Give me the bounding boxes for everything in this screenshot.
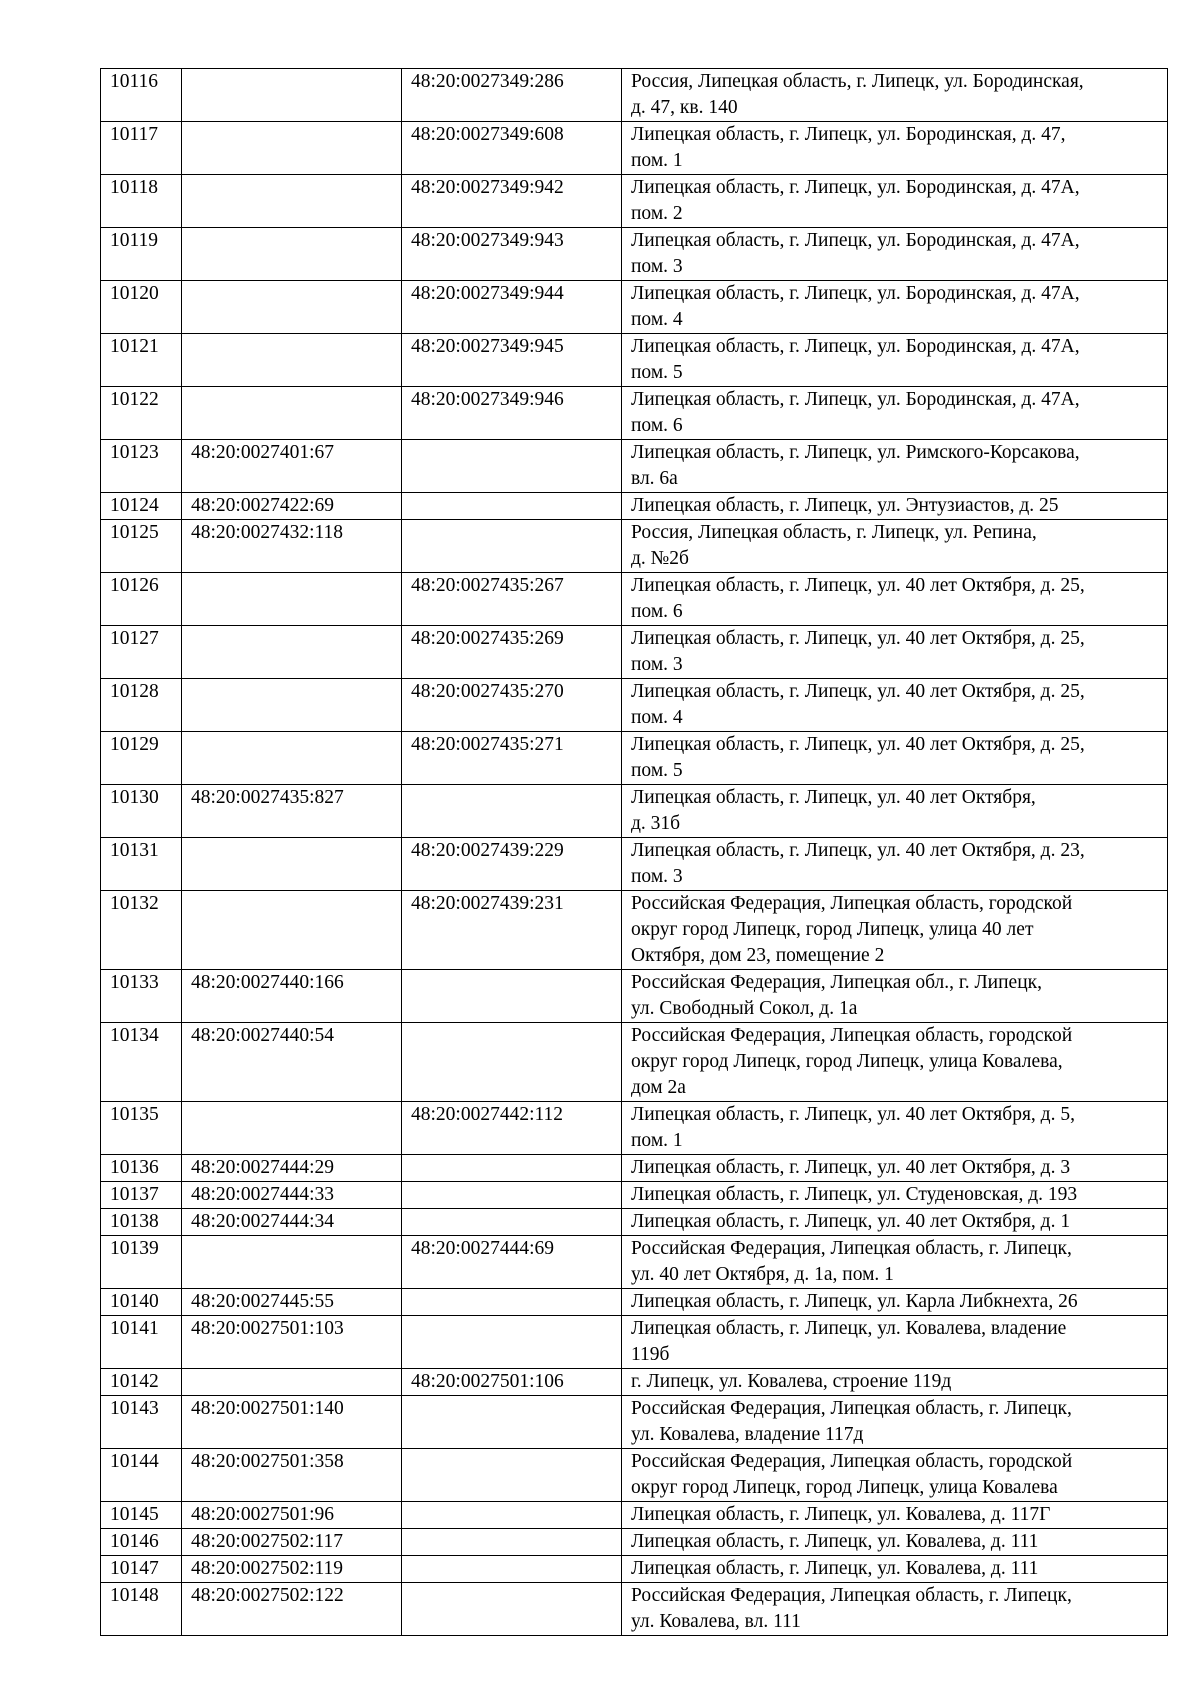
row-number-cell: 10145 <box>101 1502 182 1529</box>
address-line: ул. Ковалева, вл. 111 <box>631 1611 801 1632</box>
table-row <box>101 334 1168 387</box>
land-cadastral-number-cell <box>182 838 402 891</box>
address-line: д. 31б <box>631 813 681 834</box>
table-row <box>101 1236 1168 1289</box>
address-cell <box>622 122 1168 175</box>
object-cadastral-number-cell: 48:20:0027444:69 <box>402 1236 622 1289</box>
land-cadastral-number-cell <box>182 1236 402 1289</box>
address-line: пом. 3 <box>631 256 683 277</box>
table-row <box>101 1369 1168 1396</box>
address-line: Липецкая область, г. Липецк, ул. Римского-Корсакова, <box>631 442 1080 463</box>
table-row <box>101 281 1168 334</box>
object-cadastral-number-cell <box>402 1316 622 1369</box>
table-row <box>101 891 1168 970</box>
land-cadastral-number-cell: 48:20:0027435:827 <box>182 785 402 838</box>
object-cadastral-number-cell <box>402 1449 622 1502</box>
address-line: Октября, дом 23, помещение 2 <box>631 945 885 966</box>
cadastral-table <box>100 68 1168 1636</box>
land-cadastral-number-cell: 48:20:0027401:67 <box>182 440 402 493</box>
object-cadastral-number-cell <box>402 1556 622 1583</box>
table-row <box>101 732 1168 785</box>
address-line: пом. 1 <box>631 150 683 171</box>
table-row <box>101 1209 1168 1236</box>
address-line: Липецкая область, г. Липецк, ул. 40 лет Октября, д. 25, <box>631 575 1085 596</box>
land-cadastral-number-cell <box>182 1369 402 1396</box>
table-row <box>101 387 1168 440</box>
row-number-cell: 10127 <box>101 626 182 679</box>
object-cadastral-number-cell: 48:20:0027435:267 <box>402 573 622 626</box>
address-line: ул. Свободный Сокол, д. 1а <box>631 998 858 1019</box>
land-cadastral-number-cell: 48:20:0027440:166 <box>182 970 402 1023</box>
address-line: Липецкая область, г. Липецк, ул. Бородинская, д. 47А, <box>631 177 1080 198</box>
row-number-cell: 10143 <box>101 1396 182 1449</box>
object-cadastral-number-cell <box>402 440 622 493</box>
address-line: пом. 3 <box>631 866 683 887</box>
address-line: Липецкая область, г. Липецк, ул. Бородинская, д. 47А, <box>631 230 1080 251</box>
object-cadastral-number-cell: 48:20:0027349:946 <box>402 387 622 440</box>
table-row <box>101 520 1168 573</box>
address-line: Российская Федерация, Липецкая область, г. Липецк, <box>631 1398 1072 1419</box>
land-cadastral-number-cell: 48:20:0027445:55 <box>182 1289 402 1316</box>
address-cell <box>622 175 1168 228</box>
address-line: пом. 2 <box>631 203 683 224</box>
object-cadastral-number-cell: 48:20:0027439:229 <box>402 838 622 891</box>
table-row <box>101 626 1168 679</box>
address-line: Россия, Липецкая область, г. Липецк, ул. Репина, <box>631 522 1037 543</box>
address-cell <box>622 334 1168 387</box>
table-row <box>101 1583 1168 1636</box>
address-line: Липецкая область, г. Липецк, ул. Бородинская, д. 47А, <box>631 283 1080 304</box>
address-line: пом. 5 <box>631 760 683 781</box>
row-number-cell: 10138 <box>101 1209 182 1236</box>
address-line: Липецкая область, г. Липецк, ул. 40 лет Октября, д. 1 <box>631 1211 1071 1232</box>
table-row <box>101 1529 1168 1556</box>
row-number-cell: 10128 <box>101 679 182 732</box>
object-cadastral-number-cell <box>402 1182 622 1209</box>
object-cadastral-number-cell <box>402 1289 622 1316</box>
address-cell <box>622 1209 1168 1236</box>
land-cadastral-number-cell: 48:20:0027444:33 <box>182 1182 402 1209</box>
address-line: Липецкая область, г. Липецк, ул. 40 лет Октября, д. 3 <box>631 1157 1071 1178</box>
address-line: пом. 6 <box>631 601 683 622</box>
object-cadastral-number-cell: 48:20:0027442:112 <box>402 1102 622 1155</box>
land-cadastral-number-cell: 48:20:0027502:122 <box>182 1583 402 1636</box>
row-number-cell: 10117 <box>101 122 182 175</box>
table-row <box>101 493 1168 520</box>
address-line: ул. 40 лет Октября, д. 1а, пом. 1 <box>631 1264 894 1285</box>
table-row <box>101 785 1168 838</box>
table-row <box>101 1102 1168 1155</box>
object-cadastral-number-cell: 48:20:0027349:943 <box>402 228 622 281</box>
address-cell <box>622 626 1168 679</box>
address-line: Липецкая область, г. Липецк, ул. Ковалева, д. 117Г <box>631 1504 1051 1525</box>
table-row <box>101 1396 1168 1449</box>
address-line: пом. 3 <box>631 654 683 675</box>
land-cadastral-number-cell <box>182 228 402 281</box>
row-number-cell: 10122 <box>101 387 182 440</box>
address-line: 119б <box>631 1344 670 1365</box>
land-cadastral-number-cell <box>182 732 402 785</box>
address-line: вл. 6а <box>631 468 678 489</box>
table-row <box>101 228 1168 281</box>
land-cadastral-number-cell: 48:20:0027502:117 <box>182 1529 402 1556</box>
address-cell <box>622 1369 1168 1396</box>
object-cadastral-number-cell: 48:20:0027349:286 <box>402 69 622 122</box>
table-body <box>101 69 1168 1636</box>
land-cadastral-number-cell: 48:20:0027440:54 <box>182 1023 402 1102</box>
address-line: Липецкая область, г. Липецк, ул. Бородинская, д. 47А, <box>631 389 1080 410</box>
row-number-cell: 10119 <box>101 228 182 281</box>
address-cell <box>622 520 1168 573</box>
row-number-cell: 10137 <box>101 1182 182 1209</box>
address-line: д. №2б <box>631 548 689 569</box>
land-cadastral-number-cell: 48:20:0027422:69 <box>182 493 402 520</box>
land-cadastral-number-cell: 48:20:0027444:29 <box>182 1155 402 1182</box>
row-number-cell: 10144 <box>101 1449 182 1502</box>
address-line: пом. 1 <box>631 1130 683 1151</box>
address-cell <box>622 69 1168 122</box>
table-row <box>101 970 1168 1023</box>
address-line: Липецкая область, г. Липецк, ул. Ковалева, владение <box>631 1318 1067 1339</box>
address-line: Липецкая область, г. Липецк, ул. Студеновская, д. 193 <box>631 1184 1078 1205</box>
address-line: г. Липецк, ул. Ковалева, строение 119д <box>631 1371 952 1392</box>
address-cell <box>622 679 1168 732</box>
land-cadastral-number-cell <box>182 281 402 334</box>
address-line: Российская Федерация, Липецкая область, г. Липецк, <box>631 1238 1072 1259</box>
address-line: Липецкая область, г. Липецк, ул. 40 лет Октября, д. 5, <box>631 1104 1075 1125</box>
table-row <box>101 573 1168 626</box>
address-line: Россия, Липецкая область, г. Липецк, ул. Бородинская, <box>631 71 1084 92</box>
object-cadastral-number-cell: 48:20:0027435:270 <box>402 679 622 732</box>
address-cell <box>622 1316 1168 1369</box>
row-number-cell: 10142 <box>101 1369 182 1396</box>
object-cadastral-number-cell <box>402 1502 622 1529</box>
address-cell <box>622 732 1168 785</box>
row-number-cell: 10132 <box>101 891 182 970</box>
object-cadastral-number-cell <box>402 1155 622 1182</box>
address-cell <box>622 1102 1168 1155</box>
object-cadastral-number-cell <box>402 1583 622 1636</box>
address-line: д. 47, кв. 140 <box>631 97 738 118</box>
address-cell <box>622 1023 1168 1102</box>
address-cell <box>622 1396 1168 1449</box>
address-cell <box>622 1449 1168 1502</box>
object-cadastral-number-cell: 48:20:0027435:271 <box>402 732 622 785</box>
row-number-cell: 10129 <box>101 732 182 785</box>
address-line: Российская Федерация, Липецкая область, городской <box>631 893 1073 914</box>
row-number-cell: 10147 <box>101 1556 182 1583</box>
address-cell <box>622 1182 1168 1209</box>
address-line: Липецкая область, г. Липецк, ул. Карла Либкнехта, 26 <box>631 1291 1078 1312</box>
row-number-cell: 10123 <box>101 440 182 493</box>
table-row <box>101 1449 1168 1502</box>
object-cadastral-number-cell: 48:20:0027435:269 <box>402 626 622 679</box>
row-number-cell: 10124 <box>101 493 182 520</box>
address-cell <box>622 1529 1168 1556</box>
address-line: Российская Федерация, Липецкая область, городской <box>631 1451 1073 1472</box>
table-row <box>101 175 1168 228</box>
object-cadastral-number-cell <box>402 520 622 573</box>
object-cadastral-number-cell: 48:20:0027439:231 <box>402 891 622 970</box>
address-line: Липецкая область, г. Липецк, ул. 40 лет Октября, д. 25, <box>631 628 1085 649</box>
land-cadastral-number-cell <box>182 679 402 732</box>
row-number-cell: 10118 <box>101 175 182 228</box>
address-line: Российская Федерация, Липецкая область, г. Липецк, <box>631 1585 1072 1606</box>
address-line: пом. 4 <box>631 309 683 330</box>
object-cadastral-number-cell <box>402 785 622 838</box>
row-number-cell: 10136 <box>101 1155 182 1182</box>
address-line: Липецкая область, г. Липецк, ул. 40 лет Октября, д. 25, <box>631 681 1085 702</box>
address-line: Российская Федерация, Липецкая обл., г. Липецк, <box>631 972 1042 993</box>
address-line: округ город Липецк, город Липецк, улица Ковалева <box>631 1477 1058 1498</box>
object-cadastral-number-cell <box>402 1396 622 1449</box>
land-cadastral-number-cell <box>182 626 402 679</box>
row-number-cell: 10134 <box>101 1023 182 1102</box>
table-row <box>101 679 1168 732</box>
table-row <box>101 1316 1168 1369</box>
row-number-cell: 10146 <box>101 1529 182 1556</box>
address-line: округ город Липецк, город Липецк, улица Ковалева, <box>631 1051 1063 1072</box>
address-cell <box>622 440 1168 493</box>
address-line: Липецкая область, г. Липецк, ул. Бородинская, д. 47, <box>631 124 1066 145</box>
address-cell <box>622 573 1168 626</box>
address-line: пом. 5 <box>631 362 683 383</box>
land-cadastral-number-cell: 48:20:0027444:34 <box>182 1209 402 1236</box>
object-cadastral-number-cell: 48:20:0027349:944 <box>402 281 622 334</box>
address-cell <box>622 228 1168 281</box>
row-number-cell: 10139 <box>101 1236 182 1289</box>
row-number-cell: 10125 <box>101 520 182 573</box>
object-cadastral-number-cell <box>402 970 622 1023</box>
land-cadastral-number-cell: 48:20:0027501:358 <box>182 1449 402 1502</box>
object-cadastral-number-cell: 48:20:0027349:945 <box>402 334 622 387</box>
address-cell <box>622 1583 1168 1636</box>
object-cadastral-number-cell <box>402 1023 622 1102</box>
address-line: Липецкая область, г. Липецк, ул. 40 лет Октября, д. 25, <box>631 734 1085 755</box>
table-row <box>101 1289 1168 1316</box>
row-number-cell: 10141 <box>101 1316 182 1369</box>
object-cadastral-number-cell <box>402 1529 622 1556</box>
address-line: Липецкая область, г. Липецк, ул. Бородинская, д. 47А, <box>631 336 1080 357</box>
table-row <box>101 122 1168 175</box>
object-cadastral-number-cell <box>402 493 622 520</box>
row-number-cell: 10120 <box>101 281 182 334</box>
address-line: Липецкая область, г. Липецк, ул. Ковалева, д. 111 <box>631 1558 1039 1579</box>
land-cadastral-number-cell <box>182 175 402 228</box>
address-cell <box>622 1236 1168 1289</box>
row-number-cell: 10140 <box>101 1289 182 1316</box>
address-line: округ город Липецк, город Липецк, улица 40 лет <box>631 919 1034 940</box>
land-cadastral-number-cell: 48:20:0027501:103 <box>182 1316 402 1369</box>
land-cadastral-number-cell <box>182 573 402 626</box>
row-number-cell: 10131 <box>101 838 182 891</box>
address-cell <box>622 1155 1168 1182</box>
address-cell <box>622 1556 1168 1583</box>
land-cadastral-number-cell <box>182 334 402 387</box>
object-cadastral-number-cell <box>402 1209 622 1236</box>
address-cell <box>622 891 1168 970</box>
land-cadastral-number-cell: 48:20:0027501:96 <box>182 1502 402 1529</box>
address-line: ул. Ковалева, владение 117д <box>631 1424 864 1445</box>
address-line: дом 2а <box>631 1077 686 1098</box>
land-cadastral-number-cell <box>182 891 402 970</box>
land-cadastral-number-cell <box>182 1102 402 1155</box>
object-cadastral-number-cell: 48:20:0027349:942 <box>402 175 622 228</box>
address-line: Липецкая область, г. Липецк, ул. 40 лет Октября, <box>631 787 1036 808</box>
address-cell <box>622 1289 1168 1316</box>
land-cadastral-number-cell: 48:20:0027432:118 <box>182 520 402 573</box>
address-cell <box>622 387 1168 440</box>
land-cadastral-number-cell <box>182 387 402 440</box>
land-cadastral-number-cell <box>182 69 402 122</box>
row-number-cell: 10133 <box>101 970 182 1023</box>
table-row <box>101 69 1168 122</box>
row-number-cell: 10121 <box>101 334 182 387</box>
table-row <box>101 838 1168 891</box>
land-cadastral-number-cell: 48:20:0027502:119 <box>182 1556 402 1583</box>
table-row <box>101 1155 1168 1182</box>
address-line: Липецкая область, г. Липецк, ул. 40 лет Октября, д. 23, <box>631 840 1085 861</box>
row-number-cell: 10148 <box>101 1583 182 1636</box>
land-cadastral-number-cell: 48:20:0027501:140 <box>182 1396 402 1449</box>
table-row <box>101 1502 1168 1529</box>
table-row <box>101 1556 1168 1583</box>
address-cell <box>622 281 1168 334</box>
address-cell <box>622 838 1168 891</box>
address-line: Липецкая область, г. Липецк, ул. Ковалева, д. 111 <box>631 1531 1039 1552</box>
address-cell <box>622 785 1168 838</box>
address-line: Российская Федерация, Липецкая область, городской <box>631 1025 1073 1046</box>
address-line: пом. 4 <box>631 707 683 728</box>
address-line: Липецкая область, г. Липецк, ул. Энтузиастов, д. 25 <box>631 495 1059 516</box>
object-cadastral-number-cell: 48:20:0027501:106 <box>402 1369 622 1396</box>
row-number-cell: 10116 <box>101 69 182 122</box>
row-number-cell: 10135 <box>101 1102 182 1155</box>
land-cadastral-number-cell <box>182 122 402 175</box>
address-cell <box>622 1502 1168 1529</box>
row-number-cell: 10126 <box>101 573 182 626</box>
row-number-cell: 10130 <box>101 785 182 838</box>
address-line: пом. 6 <box>631 415 683 436</box>
table-row <box>101 1182 1168 1209</box>
object-cadastral-number-cell: 48:20:0027349:608 <box>402 122 622 175</box>
address-cell <box>622 970 1168 1023</box>
address-cell <box>622 493 1168 520</box>
table-row <box>101 440 1168 493</box>
table-row <box>101 1023 1168 1102</box>
